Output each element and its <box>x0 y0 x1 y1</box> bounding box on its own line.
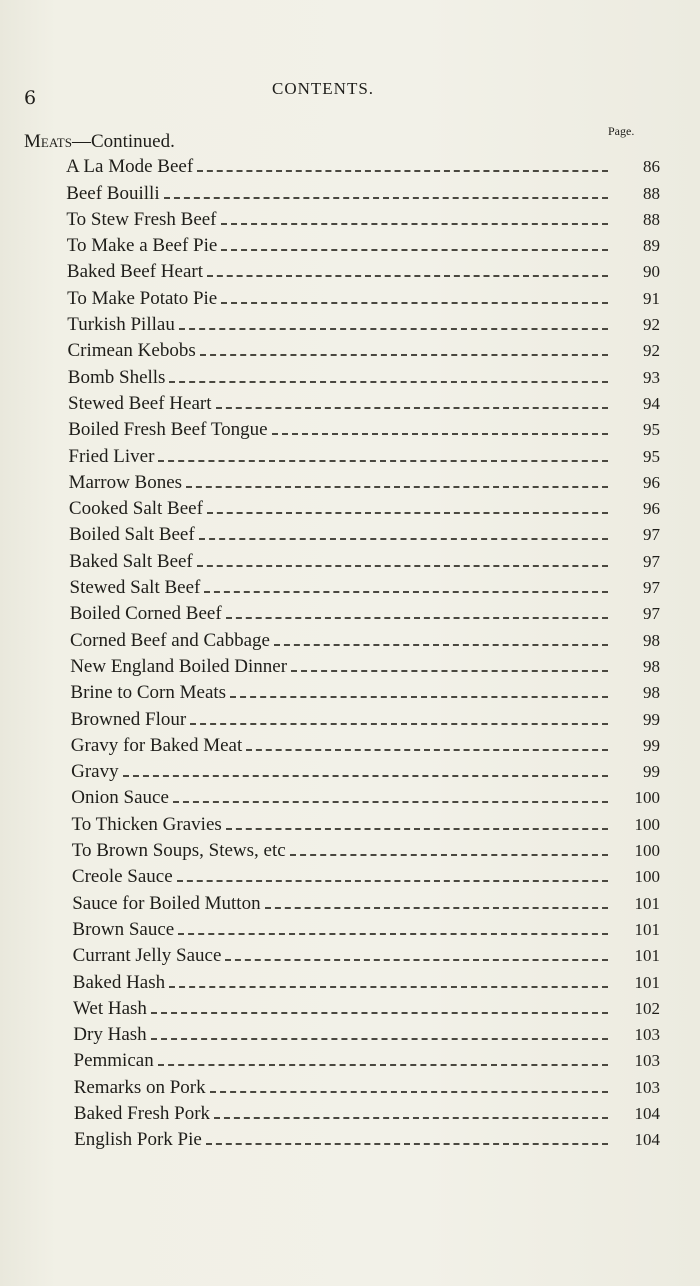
entry-page-number: 97 <box>643 604 660 624</box>
entry-title: Cooked Salt Beef <box>68 498 203 520</box>
dot-leader <box>158 460 608 462</box>
entry-title: To Brown Soups, Stews, etc <box>71 840 286 862</box>
entry-title: Baked Hash <box>72 971 166 993</box>
entry-title: Brown Sauce <box>72 918 175 940</box>
dot-leader <box>221 302 608 304</box>
dot-leader <box>164 197 608 199</box>
entry-page-number: 101 <box>634 919 660 939</box>
entry-title: To Make a Beef Pie <box>66 235 218 257</box>
entry-title: To Thicken Gravies <box>71 813 222 835</box>
dot-leader <box>200 354 608 356</box>
dot-leader <box>151 1038 608 1040</box>
entry-page-number: 102 <box>634 998 660 1018</box>
dot-leader <box>290 854 608 856</box>
entry-title: Stewed Salt Beef <box>69 577 201 599</box>
entry-page-number: 104 <box>634 1130 660 1150</box>
entry-title: Crimean Kebobs <box>67 340 196 362</box>
dot-leader <box>169 986 608 988</box>
dot-leader <box>178 933 608 935</box>
dot-leader <box>123 775 608 777</box>
contents-entry <box>66 573 660 599</box>
entry-page-number: 103 <box>634 1025 660 1045</box>
entry-page-number: 94 <box>643 393 660 413</box>
contents-entry <box>66 415 660 441</box>
dot-leader <box>207 275 608 277</box>
dot-leader <box>221 249 608 251</box>
dot-leader <box>207 512 608 514</box>
entry-page-number: 92 <box>643 341 660 361</box>
contents-entry <box>66 1020 660 1046</box>
entry-page-number: 104 <box>634 1103 660 1123</box>
entry-title: To Make Potato Pie <box>67 287 218 309</box>
entry-page-number: 98 <box>643 683 660 703</box>
dot-leader <box>221 223 608 225</box>
entry-title: Baked Fresh Pork <box>73 1102 211 1124</box>
entry-page-number: 96 <box>643 499 660 519</box>
contents-entry <box>66 336 660 362</box>
contents-entry <box>66 1046 660 1072</box>
entry-page-number: 95 <box>643 420 660 440</box>
page-number: 6 <box>24 87 37 109</box>
contents-entry <box>66 546 660 572</box>
entry-title: Fried Liver <box>68 445 155 467</box>
entry-title: Baked Beef Heart <box>66 261 203 283</box>
contents-entry <box>66 283 660 309</box>
contents-entry <box>66 257 660 283</box>
entry-page-number: 100 <box>634 841 660 861</box>
entry-title: Turkish Pillau <box>67 314 175 336</box>
entry-page-number: 89 <box>643 236 660 256</box>
entry-title: To Stew Fresh Beef <box>66 208 217 230</box>
entry-page-number: 92 <box>643 315 660 335</box>
entry-page-number: 98 <box>643 656 660 676</box>
entry-page-number: 101 <box>634 946 660 966</box>
dot-leader <box>214 1117 608 1119</box>
dot-leader <box>226 828 608 830</box>
entry-page-number: 88 <box>643 183 660 203</box>
entry-title: Stewed Beef Heart <box>68 392 212 414</box>
entry-page-number: 97 <box>643 525 660 545</box>
entry-page-number: 103 <box>634 1051 660 1071</box>
contents-entry <box>66 205 660 231</box>
contents-entry <box>66 625 660 651</box>
contents-entry <box>66 389 660 415</box>
entry-title: Sauce for Boiled Mutton <box>72 892 261 914</box>
entry-title: Boiled Corned Beef <box>69 603 222 625</box>
entry-page-number: 90 <box>643 262 660 282</box>
dot-leader <box>246 749 608 751</box>
contents-entry <box>66 310 660 336</box>
contents-entry <box>66 468 660 494</box>
dot-leader <box>177 880 608 882</box>
dot-leader <box>272 433 608 435</box>
entry-title: Browned Flour <box>70 708 187 730</box>
entry-title: Marrow Bones <box>68 471 183 493</box>
dot-leader <box>151 1012 608 1014</box>
entry-title: Dry Hash <box>73 1024 147 1046</box>
dot-leader <box>190 723 608 725</box>
entry-page-number: 97 <box>643 551 660 571</box>
dot-leader <box>206 1143 608 1145</box>
contents-entry <box>66 862 660 888</box>
contents-entry <box>66 152 660 178</box>
contents-entry <box>66 652 660 678</box>
entry-page-number: 99 <box>643 762 660 782</box>
contents-entry <box>66 1072 660 1098</box>
dot-leader <box>179 328 608 330</box>
entry-title: Gravy <box>71 761 119 783</box>
entry-page-number: 95 <box>643 446 660 466</box>
entry-page-number: 88 <box>643 209 660 229</box>
contents-entry <box>66 941 660 967</box>
contents-entry <box>66 888 660 914</box>
entry-page-number: 97 <box>643 578 660 598</box>
contents-entry <box>66 731 660 757</box>
entry-page-number: 93 <box>643 367 660 387</box>
section-heading <box>24 131 175 153</box>
dot-leader <box>173 801 608 803</box>
dot-leader <box>199 538 608 540</box>
entry-title: A La Mode Beef <box>66 156 194 178</box>
contents-entry <box>66 441 660 467</box>
entry-title: Onion Sauce <box>71 787 169 809</box>
dot-leader <box>197 565 608 567</box>
section-suffix: —Continued. <box>71 131 175 152</box>
entry-title: Baked Salt Beef <box>69 550 193 572</box>
contents-entry <box>66 231 660 257</box>
entry-title: Gravy for Baked Meat <box>70 734 243 756</box>
contents-entry <box>66 836 660 862</box>
entry-title: Pemmican <box>73 1050 154 1072</box>
dot-leader <box>226 617 608 619</box>
contents-entry <box>66 1099 660 1125</box>
entry-title: English Pork Pie <box>74 1129 202 1151</box>
contents-entry <box>66 362 660 388</box>
section-name: Meats <box>24 131 72 152</box>
dot-leader <box>210 1091 608 1093</box>
dot-leader <box>265 907 608 909</box>
contents-list <box>66 152 660 1151</box>
entry-page-number: 100 <box>634 867 660 887</box>
contents-entry <box>66 599 660 625</box>
entry-page-number: 103 <box>634 1077 660 1097</box>
entry-page-number: 99 <box>643 709 660 729</box>
dot-leader <box>274 644 608 646</box>
dot-leader <box>158 1064 608 1066</box>
entry-title: Creole Sauce <box>71 866 173 888</box>
entry-page-number: 86 <box>643 157 660 177</box>
entry-title: Brine to Corn Meats <box>70 682 227 704</box>
entry-title: Wet Hash <box>73 997 147 1019</box>
running-head: CONTENTS. <box>272 79 375 98</box>
contents-entry <box>66 178 660 204</box>
entry-title: Bomb Shells <box>67 366 166 388</box>
entry-title: Beef Bouilli <box>66 182 160 204</box>
contents-entry <box>66 757 660 783</box>
entry-title: Boiled Salt Beef <box>69 524 195 546</box>
contents-entry <box>66 1125 660 1151</box>
entry-title: Remarks on Pork <box>73 1076 206 1098</box>
dot-leader <box>186 486 608 488</box>
contents-entry <box>66 915 660 941</box>
entry-page-number: 101 <box>634 972 660 992</box>
dot-leader <box>225 959 608 961</box>
contents-entry <box>66 809 660 835</box>
contents-entry <box>66 967 660 993</box>
dot-leader <box>230 696 608 698</box>
entry-title: Currant Jelly Sauce <box>72 945 222 967</box>
entry-page-number: 101 <box>634 893 660 913</box>
contents-entry <box>66 494 660 520</box>
entry-page-number: 100 <box>634 788 660 808</box>
entry-title: Corned Beef and Cabbage <box>70 629 270 651</box>
entry-page-number: 98 <box>643 630 660 650</box>
contents-entry <box>66 994 660 1020</box>
entry-page-number: 99 <box>643 735 660 755</box>
contents-entry <box>66 520 660 546</box>
contents-entry <box>66 783 660 809</box>
entry-title: New England Boiled Dinner <box>70 655 288 677</box>
dot-leader <box>204 591 608 593</box>
dot-leader <box>291 670 608 672</box>
entry-title: Boiled Fresh Beef Tongue <box>68 419 268 441</box>
contents-entry <box>66 678 660 704</box>
entry-page-number: 96 <box>643 472 660 492</box>
dot-leader <box>216 407 609 409</box>
dot-leader <box>197 170 608 172</box>
entry-page-number: 100 <box>634 814 660 834</box>
entry-page-number: 91 <box>643 288 660 308</box>
contents-entry <box>66 704 660 730</box>
page-column-label: Page. <box>608 124 635 138</box>
dot-leader <box>169 381 608 383</box>
